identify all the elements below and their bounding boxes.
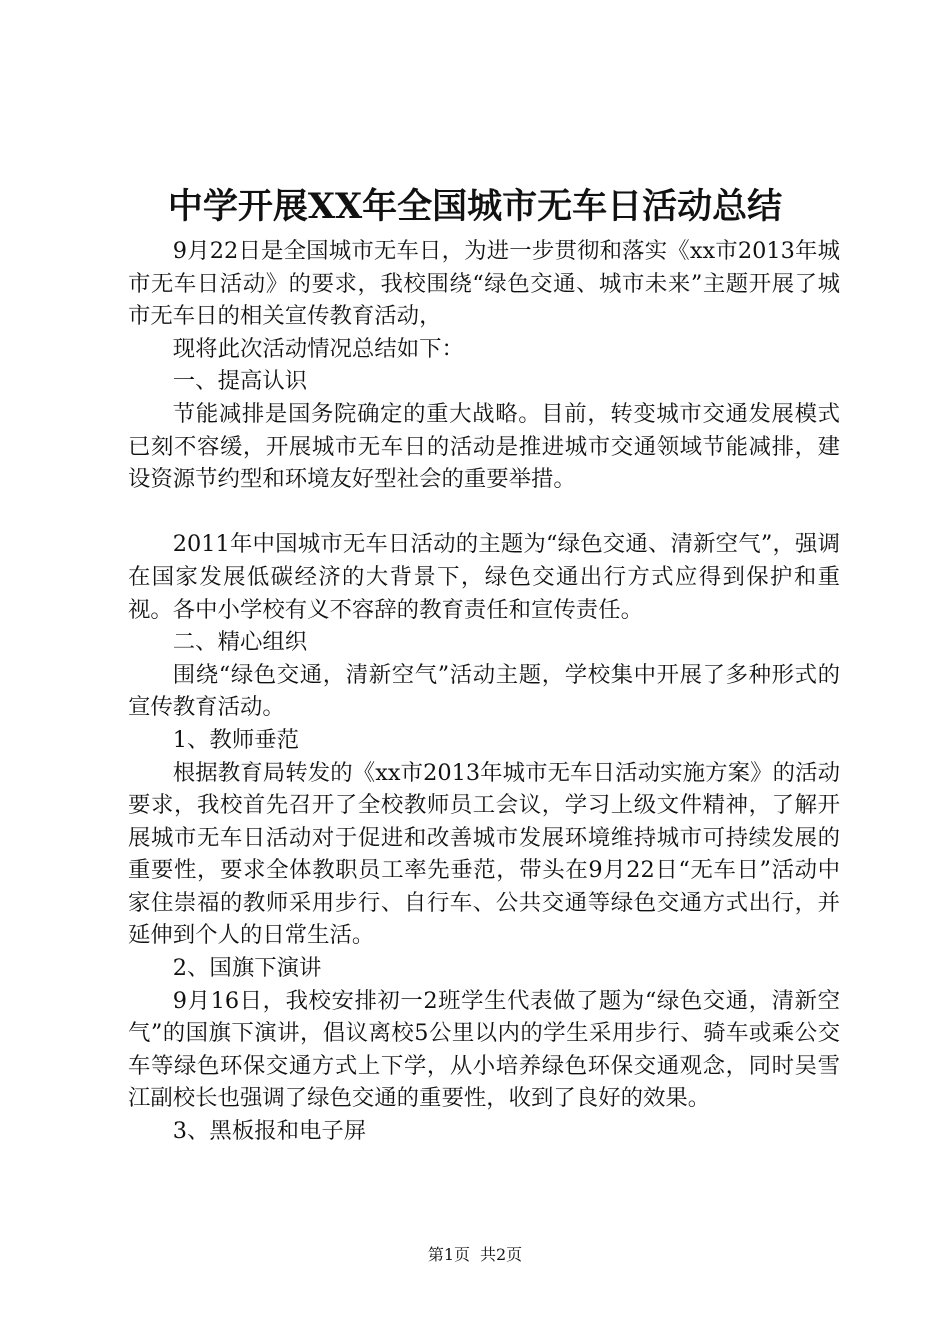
page-number: 第1页 — [427, 1245, 470, 1264]
subsection-heading-3: 3、黑板报和电子屏 — [172, 1118, 367, 1145]
paragraph-2011-theme: 2011年中国城市无车日活动的主题为“绿色交通、清新空气”，强调在国家发展低碳经济的大背景下，绿色交通出行方式应得到保护和重视。各中小学校有义不容辞的教育责任和宣传责任。 — [128, 531, 840, 623]
section-heading-2: 二、精心组织 — [172, 629, 308, 656]
paragraph-organize: 围绕“绿色交通，清新空气”活动主题，学校集中开展了多种形式的宣传教育活动。 — [128, 661, 840, 721]
paragraph-teachers: 根据教育局转发的《xx市2013年城市无车日活动实施方案》的活动要求，我校首先召开了全校教师员工会议，学习上级文件精神，了解开展城市无车日活动对于促进和改善城市发展环境维持城市可持续发展的重要性，要求全体教职员工率先垂范，带头在9月22日“无车日”活动中家住崇福的教师采用步行、自行车、公共交通等绿色交通方式出行，并延伸到个人的日常生活。 — [128, 759, 840, 949]
paragraph-energy-saving: 节能减排是国务院确定的重大战略。目前，转变城市交通发展模式已刻不容缓，开展城市无车日的活动是推进城市交通领域节能减排，建设资源节约型和环境友好型社会的重要举措。 — [128, 400, 840, 493]
section-heading-1: 一、提高认识 — [172, 368, 308, 395]
document-title: 中学开展XX年全国城市无车日活动总结 — [167, 186, 783, 227]
paragraph-intro: 9月22日是全国城市无车日，为进一步贯彻和落实《xx市2013年城市无车日活动》的要求，我校围绕“绿色交通、城市未来”主题开展了城市无车日的相关宣传教育活动， — [128, 238, 840, 330]
paragraph-summary-lead: 现将此次活动情况总结如下： — [172, 335, 464, 362]
subsection-heading-2: 2、国旗下演讲 — [172, 955, 322, 982]
subsection-heading-1: 1、教师垂范 — [172, 726, 299, 753]
page-footer — [0, 1244, 950, 1266]
document-body — [128, 235, 840, 1148]
paragraph-spacer — [128, 496, 840, 529]
page-total: 共2页 — [480, 1245, 523, 1264]
paragraph-speech: 9月16日，我校安排初一2班学生代表做了题为“绿色交通，清新空气”的国旗下演讲，倡议离校5公里以内的学生采用步行、骑车或乘公交车等绿色环保交通方式上下学，从小培养绿色环保交通观念，同时吴雪江副校长也强调了绿色交通的重要性，收到了良好的效果。 — [128, 987, 840, 1112]
